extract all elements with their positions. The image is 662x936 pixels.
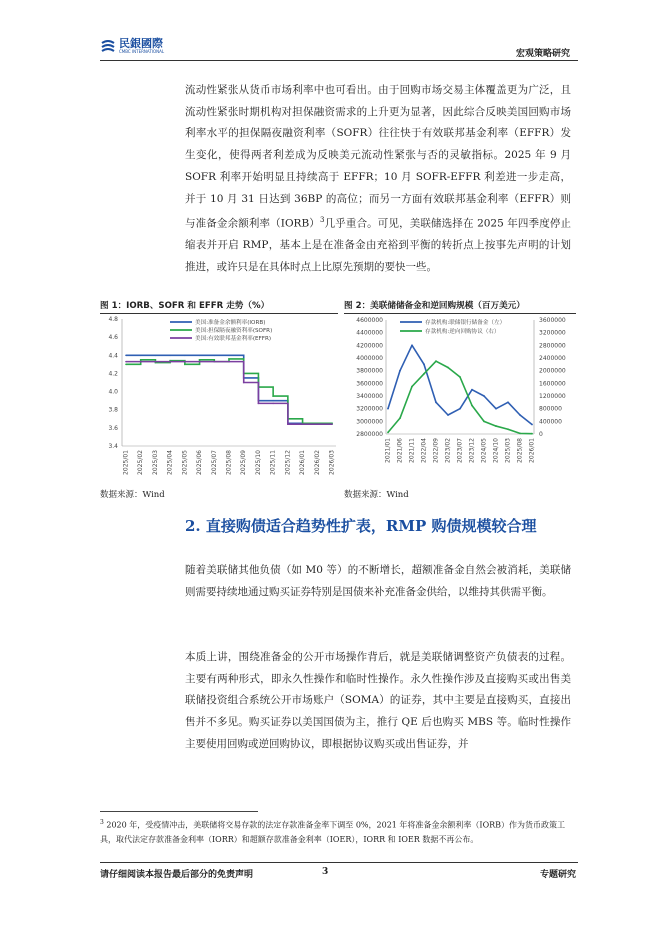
paragraph-3: 本质上讲，围绕准备金的公开市场操作背后，就是美联储调整资产负债表的过程。主要有两种形式，即永久性操作和临时性操作。永久性操作涉及直接购买或出售美联储投资组合系统公开市场账户（SOMA）的证券，其中主要是直接购买，直接出售并不多见。购买证券以美国国债为主，推行 QE 后也购买 MBS 等。临时性操作主要使用回购或逆回购协议，即根据协议购买或出售证券，并	[185, 651, 571, 750]
data-point	[483, 395, 485, 397]
figure-2-source: 数据来源：Wind	[344, 490, 409, 500]
paragraph-2: 随着美联储其他负债（如 M0 等）的不断增长，超额准备金自然会被消耗，美联储则需要持续地通过购买证券特别是国债来补充准备金供给，以维持其供需平衡。	[185, 564, 571, 598]
data-point	[243, 382, 245, 384]
data-point	[495, 408, 497, 410]
figure-2-title: 图 2：美联储储备金和逆回购规模（百万美元）	[344, 301, 525, 311]
x-tick-label: 2025/08	[225, 450, 233, 475]
x-tick-label: 2024/05	[480, 438, 488, 463]
data-point	[155, 354, 157, 356]
data-point	[423, 363, 425, 365]
y-right-tick-label: 1200000	[539, 393, 566, 400]
y-left-tick-label: 3400000	[356, 393, 383, 400]
y-right-tick-label: 1600000	[539, 380, 566, 388]
x-tick-label: 2021/01	[384, 438, 392, 463]
data-point	[423, 373, 425, 375]
series-line-iorb	[126, 355, 332, 423]
footnote-ref[interactable]: 3	[319, 216, 325, 225]
x-tick-label: 2023/02	[444, 438, 452, 463]
y-left-tick-label: 4200000	[356, 342, 383, 350]
y-left-tick-label: 3200000	[356, 405, 383, 413]
x-tick-label: 2025/05	[181, 450, 189, 475]
y-tick-label: 4.6	[108, 334, 118, 342]
data-point	[169, 361, 171, 363]
data-point	[140, 354, 142, 356]
legend-label: 美国:准备金余额利率(IORB)	[195, 320, 266, 326]
data-point	[507, 401, 509, 403]
data-point	[387, 432, 389, 434]
logo-text: 民銀國際	[119, 37, 163, 50]
x-tick-label: 2025/01	[122, 450, 130, 475]
data-point	[155, 361, 157, 363]
page-number: 3	[322, 867, 329, 877]
figure-1-source: 数据来源：Wind	[100, 490, 165, 500]
footnote-divider	[100, 811, 258, 812]
y-left-tick-label: 3800000	[356, 367, 383, 375]
chart-reserves-rrp	[344, 314, 578, 484]
logo-subtitle: CMBC INTERNATIONAL	[119, 49, 165, 54]
data-point	[435, 360, 437, 362]
data-point	[507, 428, 509, 430]
x-tick-label: 2025/03	[504, 438, 512, 463]
data-point	[272, 400, 274, 402]
y-left-tick-label: 3600000	[356, 380, 383, 388]
y-left-tick-label: 4000000	[356, 355, 383, 362]
footer-report-type: 专题研究	[539, 870, 576, 880]
y-left-tick-label: 4400000	[356, 329, 383, 337]
paragraph-1-tail: 几乎重合。可见，美联储选择在 2025 年四季度停止缩表并开启 RMP，基本上是在准备金由充裕到平衡的转折点上按事先声明的计划推进，或许只是在具体时点上比原先预期的要快一些。	[185, 217, 571, 274]
series-line-sofr	[126, 359, 332, 424]
data-point	[199, 361, 201, 363]
data-point	[459, 376, 461, 378]
x-tick-label: 2026/03	[328, 450, 336, 475]
report-category: 宏观策略研究	[515, 49, 570, 59]
data-point	[228, 354, 230, 356]
company-logo	[100, 38, 164, 54]
series-line-reserves	[388, 345, 532, 424]
footer-disclaimer[interactable]: 请仔细阅读本报告最后部分的免责声明	[100, 870, 254, 880]
data-point	[184, 354, 186, 356]
data-point	[531, 433, 533, 435]
legend-label: 存款机构:联储银行储备金（左）	[425, 320, 506, 326]
data-point	[169, 354, 171, 356]
data-point	[399, 370, 401, 372]
x-tick-label: 2023/07	[456, 438, 464, 463]
data-point	[140, 359, 142, 361]
x-tick-label: 2022/09	[432, 438, 440, 463]
paragraph-1-text: 流动性紧张从货币市场利率中也可看出。由于回购市场交易主体覆盖更为广泛，且流动性紧张时期机构对担保融资需求的上升更为显著，因此综合反映美国回购市场利率水平的担保隔夜融资利率（SOFR）往往快于有效联邦基金利率（EFFR）发生变化，使得两者利差成为反映美元流动性紧张与否的灵敏指标。2025 年 9 月 SOFR 利率开始明显且持续高于 EFFR；10 月 SOFR-EFFR 利差进一步走高，并于 10 月 31 日达到 36BP 的高位；而另一方面有效联邦基金利率（EFFR）则与准备金余额利率（IORB）	[185, 84, 571, 230]
data-point	[258, 403, 260, 405]
data-point	[199, 354, 201, 356]
x-tick-label: 2025/02	[137, 450, 145, 475]
legend-label: 美国:有效联邦基金利率(EFFR)	[195, 336, 272, 342]
footnote-text: 2020 年，受疫情冲击，美联储将交易存款的法定存款准备金率下调至 0%，2021 年将准备金余额利率（IORB）作为货币政策工具，取代法定存款准备金利率（IORR）和超额存款准备金利率（IOER），IORR 和 IOER 数据不再公布。	[100, 820, 566, 844]
figure-1-title: 图 1：IORB、SOFR 和 EFFR 走势（%）	[100, 301, 270, 311]
x-tick-label: 2025/04	[166, 450, 174, 475]
x-tick-label: 2026/01	[528, 438, 536, 463]
data-point	[184, 364, 186, 366]
y-tick-label: 3.6	[108, 424, 118, 432]
logo-icon	[100, 38, 116, 54]
x-tick-label: 2026/01	[299, 450, 307, 475]
data-point	[331, 423, 333, 425]
footer-divider	[100, 862, 578, 863]
y-tick-label: 4.8	[108, 316, 118, 323]
chart-iorb-sofr-effr	[100, 314, 340, 484]
y-tick-label: 3.8	[108, 406, 118, 414]
data-point	[519, 414, 521, 416]
x-tick-label: 2025/07	[210, 450, 218, 475]
data-point	[302, 423, 304, 425]
x-tick-label: 2022/04	[420, 438, 428, 463]
y-right-tick-label: 2000000	[539, 367, 566, 375]
y-left-tick-label: 2800000	[356, 431, 383, 438]
y-right-tick-label: 2400000	[539, 355, 566, 362]
x-tick-label: 2025/11	[269, 450, 277, 475]
x-tick-label: 2025/06	[196, 450, 204, 475]
x-tick-label: 2025/08	[516, 438, 524, 463]
data-point	[411, 344, 413, 346]
y-tick-label: 4.4	[108, 352, 118, 360]
series-line-rrp	[388, 361, 532, 434]
series-line-effr	[126, 362, 332, 425]
data-point	[213, 361, 215, 363]
data-point	[272, 395, 274, 397]
x-tick-label: 2025/12	[284, 450, 292, 475]
data-point	[519, 432, 521, 434]
y-right-tick-label: 0	[539, 431, 543, 438]
data-point	[316, 423, 318, 425]
data-point	[495, 425, 497, 427]
y-right-tick-label: 400000	[539, 418, 562, 426]
y-tick-label: 4.0	[108, 388, 118, 396]
x-tick-label: 2024/10	[492, 438, 500, 463]
data-point	[125, 354, 127, 356]
data-point	[125, 364, 127, 366]
footnote-mark: 3	[100, 819, 104, 826]
x-tick-label: 2025/09	[240, 450, 248, 475]
data-point	[459, 408, 461, 410]
header-divider	[100, 60, 578, 61]
data-point	[125, 361, 127, 363]
legend-label: 美国:担保隔夜融资利率(SOFR)	[195, 328, 273, 334]
y-left-tick-label: 4600000	[356, 317, 383, 324]
section-heading: 2. 直接购债适合趋势性扩表，RMP 购债规模较合理	[185, 517, 537, 535]
paragraph-1	[185, 80, 571, 279]
data-point	[287, 423, 289, 425]
data-point	[471, 389, 473, 391]
x-tick-label: 2021/11	[408, 438, 416, 463]
x-tick-label: 2021/06	[396, 438, 404, 463]
y-right-tick-label: 2800000	[539, 342, 566, 350]
data-point	[447, 367, 449, 369]
y-right-tick-label: 800000	[539, 405, 562, 413]
data-point	[184, 361, 186, 363]
y-left-tick-label: 3000000	[356, 418, 383, 426]
data-point	[435, 401, 437, 403]
y-right-tick-label: 3200000	[539, 329, 566, 337]
footnote	[100, 816, 580, 847]
data-point	[199, 359, 201, 361]
data-point	[140, 361, 142, 363]
data-point	[471, 405, 473, 407]
data-point	[447, 414, 449, 416]
data-point	[272, 403, 274, 405]
data-point	[411, 386, 413, 388]
x-tick-label: 2023/12	[468, 438, 476, 463]
data-point	[213, 354, 215, 356]
data-point	[483, 420, 485, 422]
data-point	[387, 408, 389, 410]
x-tick-label: 2026/02	[313, 450, 321, 475]
y-tick-label: 3.4	[108, 443, 118, 450]
data-point	[399, 417, 401, 419]
legend-label: 存款机构:逆向回购协议（右）	[425, 329, 500, 335]
x-tick-label: 2025/10	[254, 450, 262, 475]
data-point	[228, 361, 230, 363]
x-tick-label: 2025/03	[151, 450, 159, 475]
data-point	[228, 358, 230, 360]
y-right-tick-label: 3600000	[539, 317, 566, 324]
y-tick-label: 4.2	[108, 370, 118, 378]
data-point	[531, 424, 533, 426]
